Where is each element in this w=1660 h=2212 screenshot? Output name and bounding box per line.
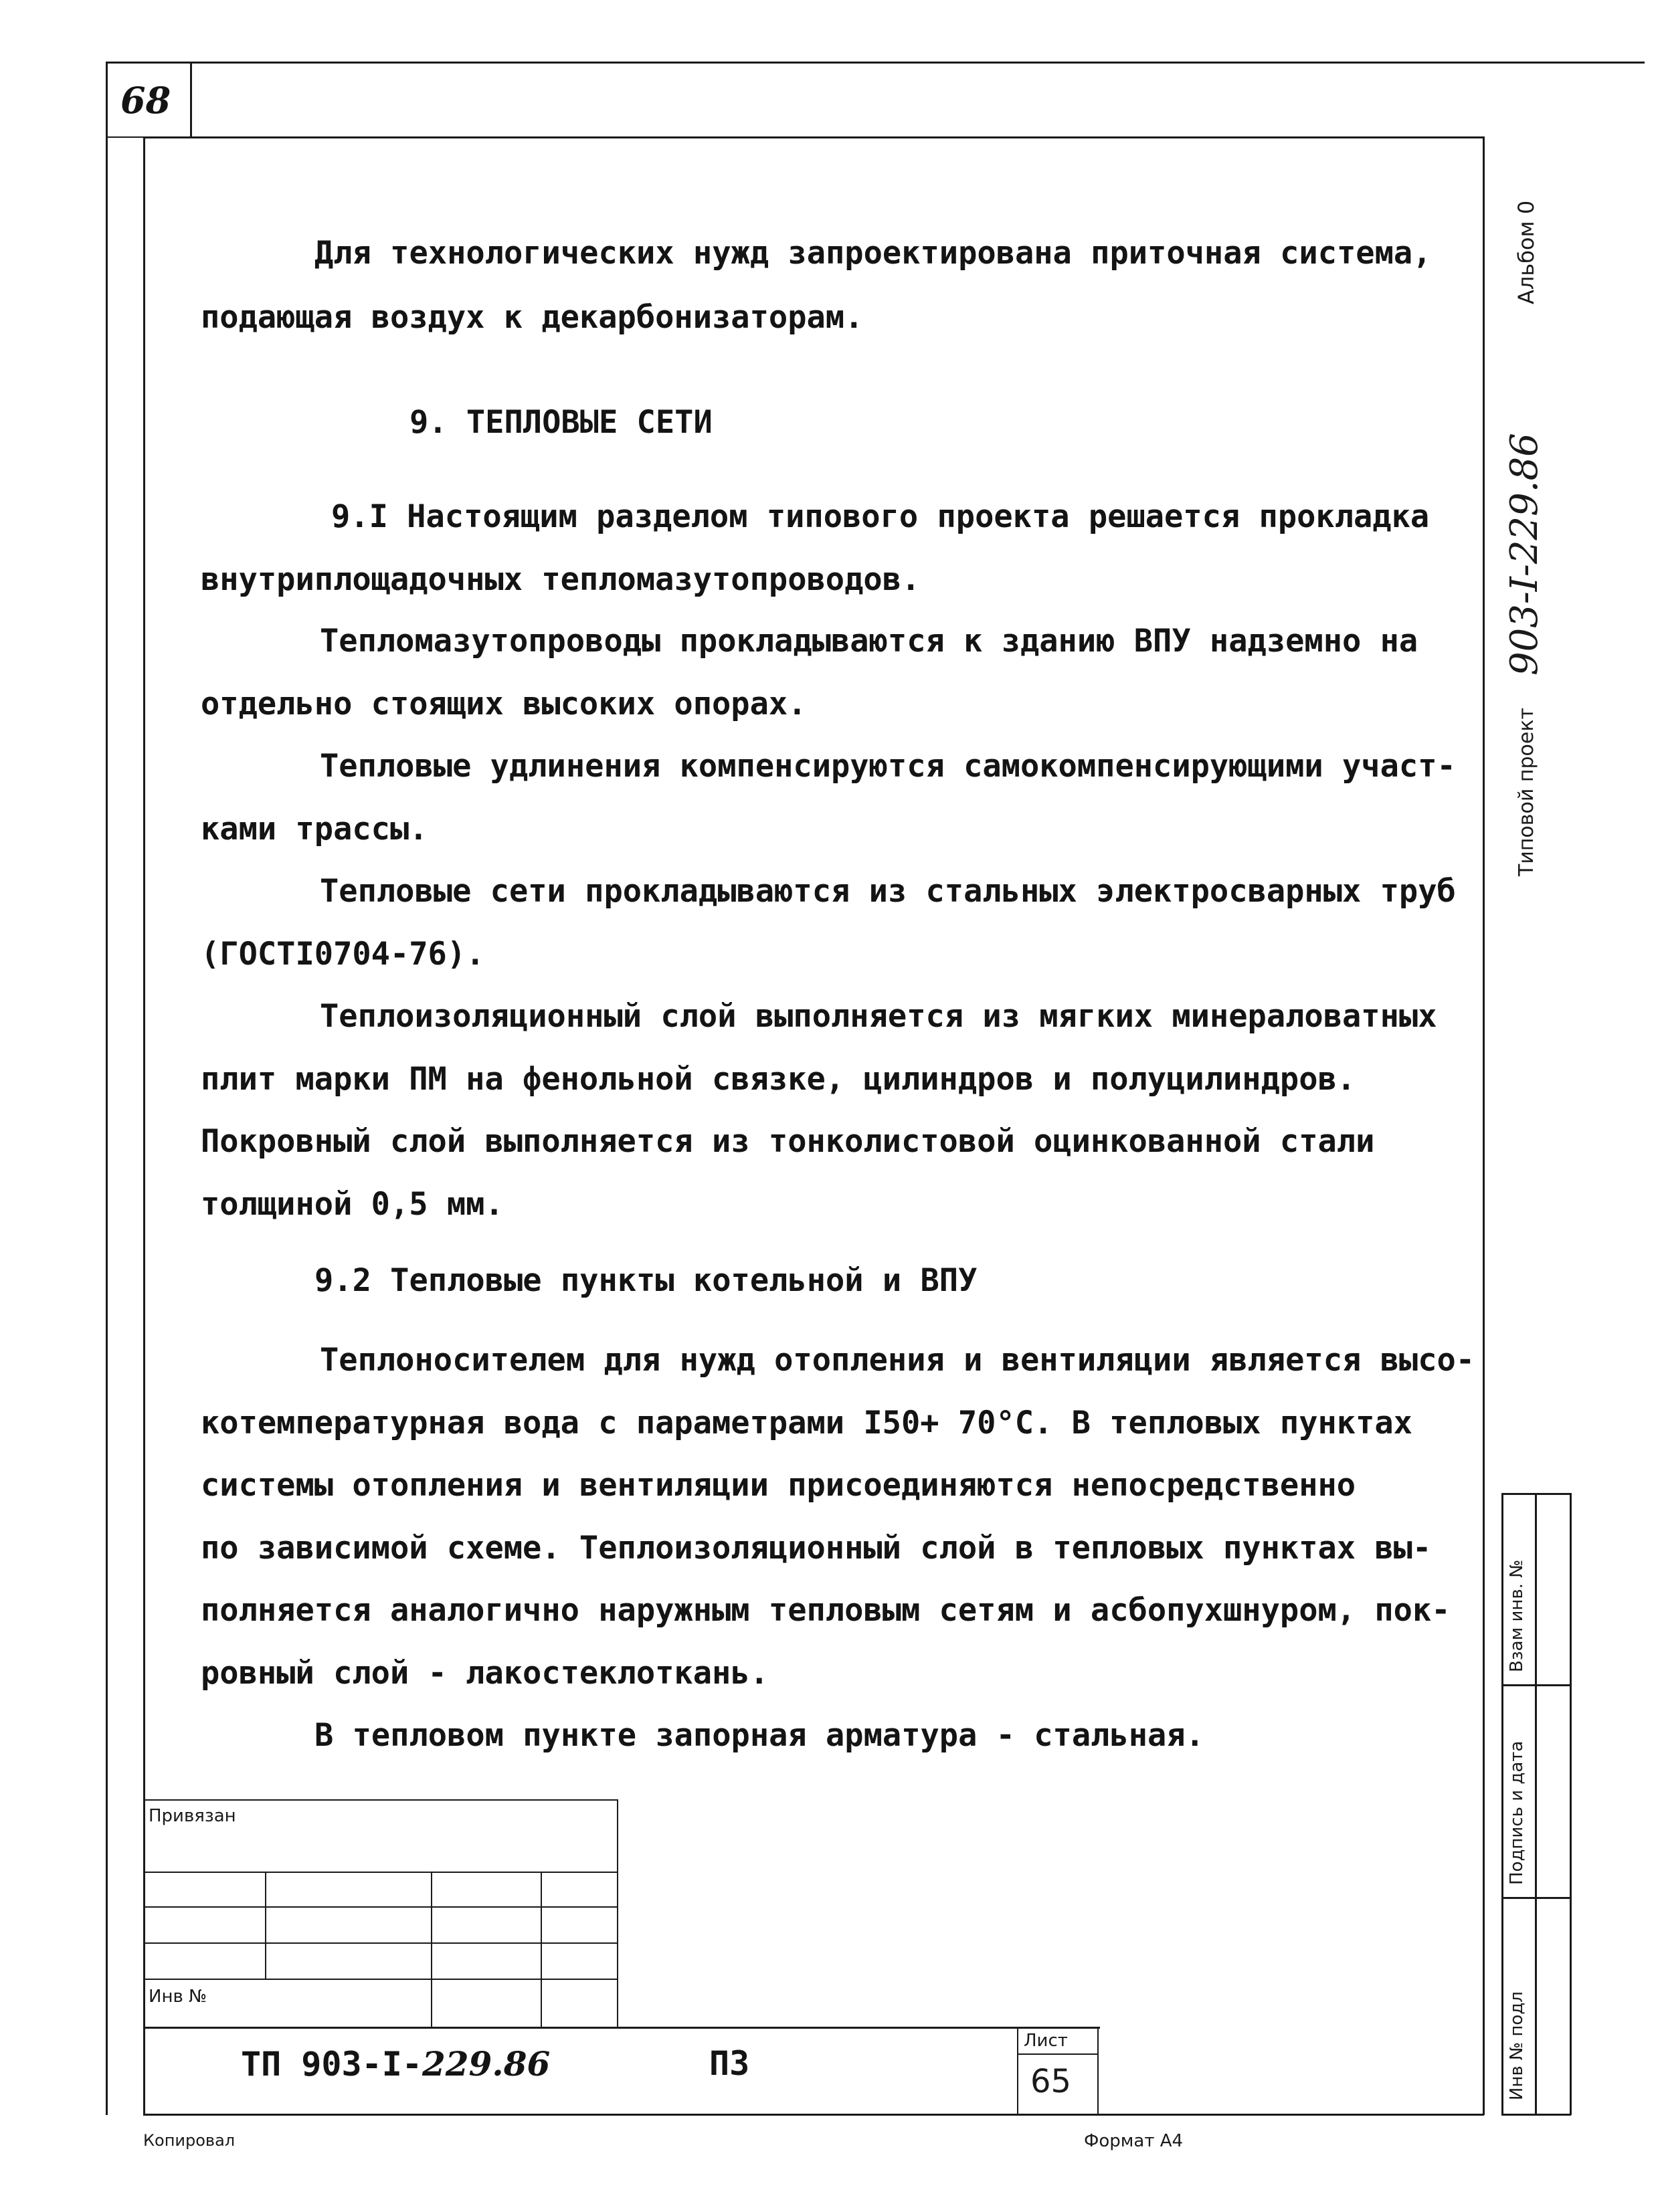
sheet-box-right: [1097, 2027, 1099, 2114]
document-code: [241, 2044, 550, 2084]
inner-frame-bottom: [143, 2114, 1484, 2116]
stamp-right: [617, 1799, 618, 2027]
footer-format: Формат А4: [1084, 2131, 1184, 2151]
project-code: 903-I-229.86: [1503, 433, 1546, 676]
stamp-grid-col: [265, 1872, 266, 1979]
side-stamp-left-edge: [1501, 1493, 1503, 2115]
subsection-heading: 9.I Настоящим разделом типового проекта решается прокладка: [331, 498, 1430, 535]
page-number-box-divider: [190, 62, 192, 136]
inner-frame-left: [143, 136, 145, 2115]
text-line: В тепловом пункте запорная арматура - стальная.: [314, 1717, 1204, 1754]
text-line: полняется аналогично наружным тепловым сетям и асбопухшнуром, пок-: [201, 1592, 1451, 1629]
sheet-box-divider: [1017, 2053, 1099, 2055]
frame-top-edge: [106, 62, 1645, 64]
sheet-box-left: [1017, 2027, 1018, 2114]
title-block-top: [143, 2027, 1100, 2029]
vzam-inv-label: Взам инв. №: [1507, 1559, 1527, 1672]
text-line: Тепловые сети прокладываются из стальных электросварных труб: [320, 873, 1456, 910]
stamp-top: [143, 1799, 618, 1801]
document-type: ПЗ: [709, 2044, 750, 2083]
text-line: по зависимой схеме. Теплоизоляционный слой в тепловых пунктах вы-: [201, 1530, 1432, 1567]
text-line: системы отопления и вентиляции присоединяются непосредственно: [201, 1467, 1356, 1504]
subsection-heading: 9.2 Тепловые пункты котельной и ВПУ: [314, 1262, 978, 1299]
text-line: ками трассы.: [201, 811, 428, 847]
frame-left-edge: [106, 62, 108, 2115]
stamp-grid-row: [143, 1979, 618, 1980]
sheet-number: 65: [1030, 2063, 1072, 2100]
text-line: плит марки ПМ на фенольной связке, цилиндров и полуцилиндров.: [201, 1061, 1356, 1098]
stamp-grid-row: [143, 1906, 618, 1908]
sheet-label: Лист: [1024, 2031, 1068, 2051]
text-line: подающая воздух к декарбонизаторам.: [201, 299, 864, 336]
text-line: внутриплощадочных тепломазутопроводов.: [201, 561, 921, 598]
text-line: Теплоносителем для нужд отопления и вентиляции является высо-: [320, 1342, 1475, 1379]
document-code-prefix: ТП 903-I-: [241, 2045, 422, 2084]
inv-podl-label: Инв № подл: [1507, 1991, 1527, 2100]
privyazan-label: Привязан: [149, 1806, 236, 1826]
side-stamp-bottom: [1501, 2114, 1571, 2116]
text-line: Тепловые удлинения компенсируются самокомпенсирующими участ-: [320, 748, 1456, 785]
text-line: Теплоизоляционный слой выполняется из мягких минераловатных: [320, 998, 1437, 1035]
project-label: Типовой проект: [1515, 708, 1538, 876]
text-line: Тепломазутопроводы прокладываются к зданию ВПУ надземно на: [320, 623, 1418, 660]
side-stamp-top: [1501, 1493, 1571, 1495]
stamp-grid-row: [143, 1942, 618, 1944]
side-stamp-row-1: [1501, 1684, 1571, 1686]
side-stamp-row-2: [1501, 1897, 1571, 1899]
text-line: Покровный слой выполняется из тонколистовой оцинкованной стали: [201, 1123, 1375, 1160]
podpis-data-label: Подпись и дата: [1507, 1740, 1527, 1885]
text-line: Для технологических нужд запроектирована приточная система,: [314, 235, 1432, 272]
text-line: толщиной 0,5 мм.: [201, 1186, 504, 1223]
album-label: Альбом 0: [1513, 200, 1539, 304]
stamp-grid-col: [431, 1872, 432, 2027]
inner-frame-top: [143, 136, 1484, 138]
side-stamp-right-edge: [1570, 1493, 1572, 2115]
text-line: котемпературная вода с параметрами I50+ 70°С. В тепловых пунктах: [201, 1405, 1412, 1441]
section-heading: 9. ТЕПЛОВЫЕ СЕТИ: [409, 404, 713, 441]
footer-copied: Копировал: [143, 2131, 236, 2150]
inv-label: Инв №: [149, 1987, 207, 2007]
stamp-grid-row: [143, 1872, 618, 1873]
stamp-grid-col: [541, 1872, 542, 2027]
document-code-number: 229.86: [422, 2044, 551, 2084]
inner-frame-right: [1483, 136, 1485, 2115]
page-number: 68: [120, 79, 171, 122]
text-line: (ГОСТI0704-76).: [201, 936, 485, 973]
side-stamp-divider: [1535, 1493, 1537, 2115]
text-line: отдельно стоящих высоких опорах.: [201, 686, 807, 722]
text-line: ровный слой - лакостеклоткань.: [201, 1655, 769, 1692]
